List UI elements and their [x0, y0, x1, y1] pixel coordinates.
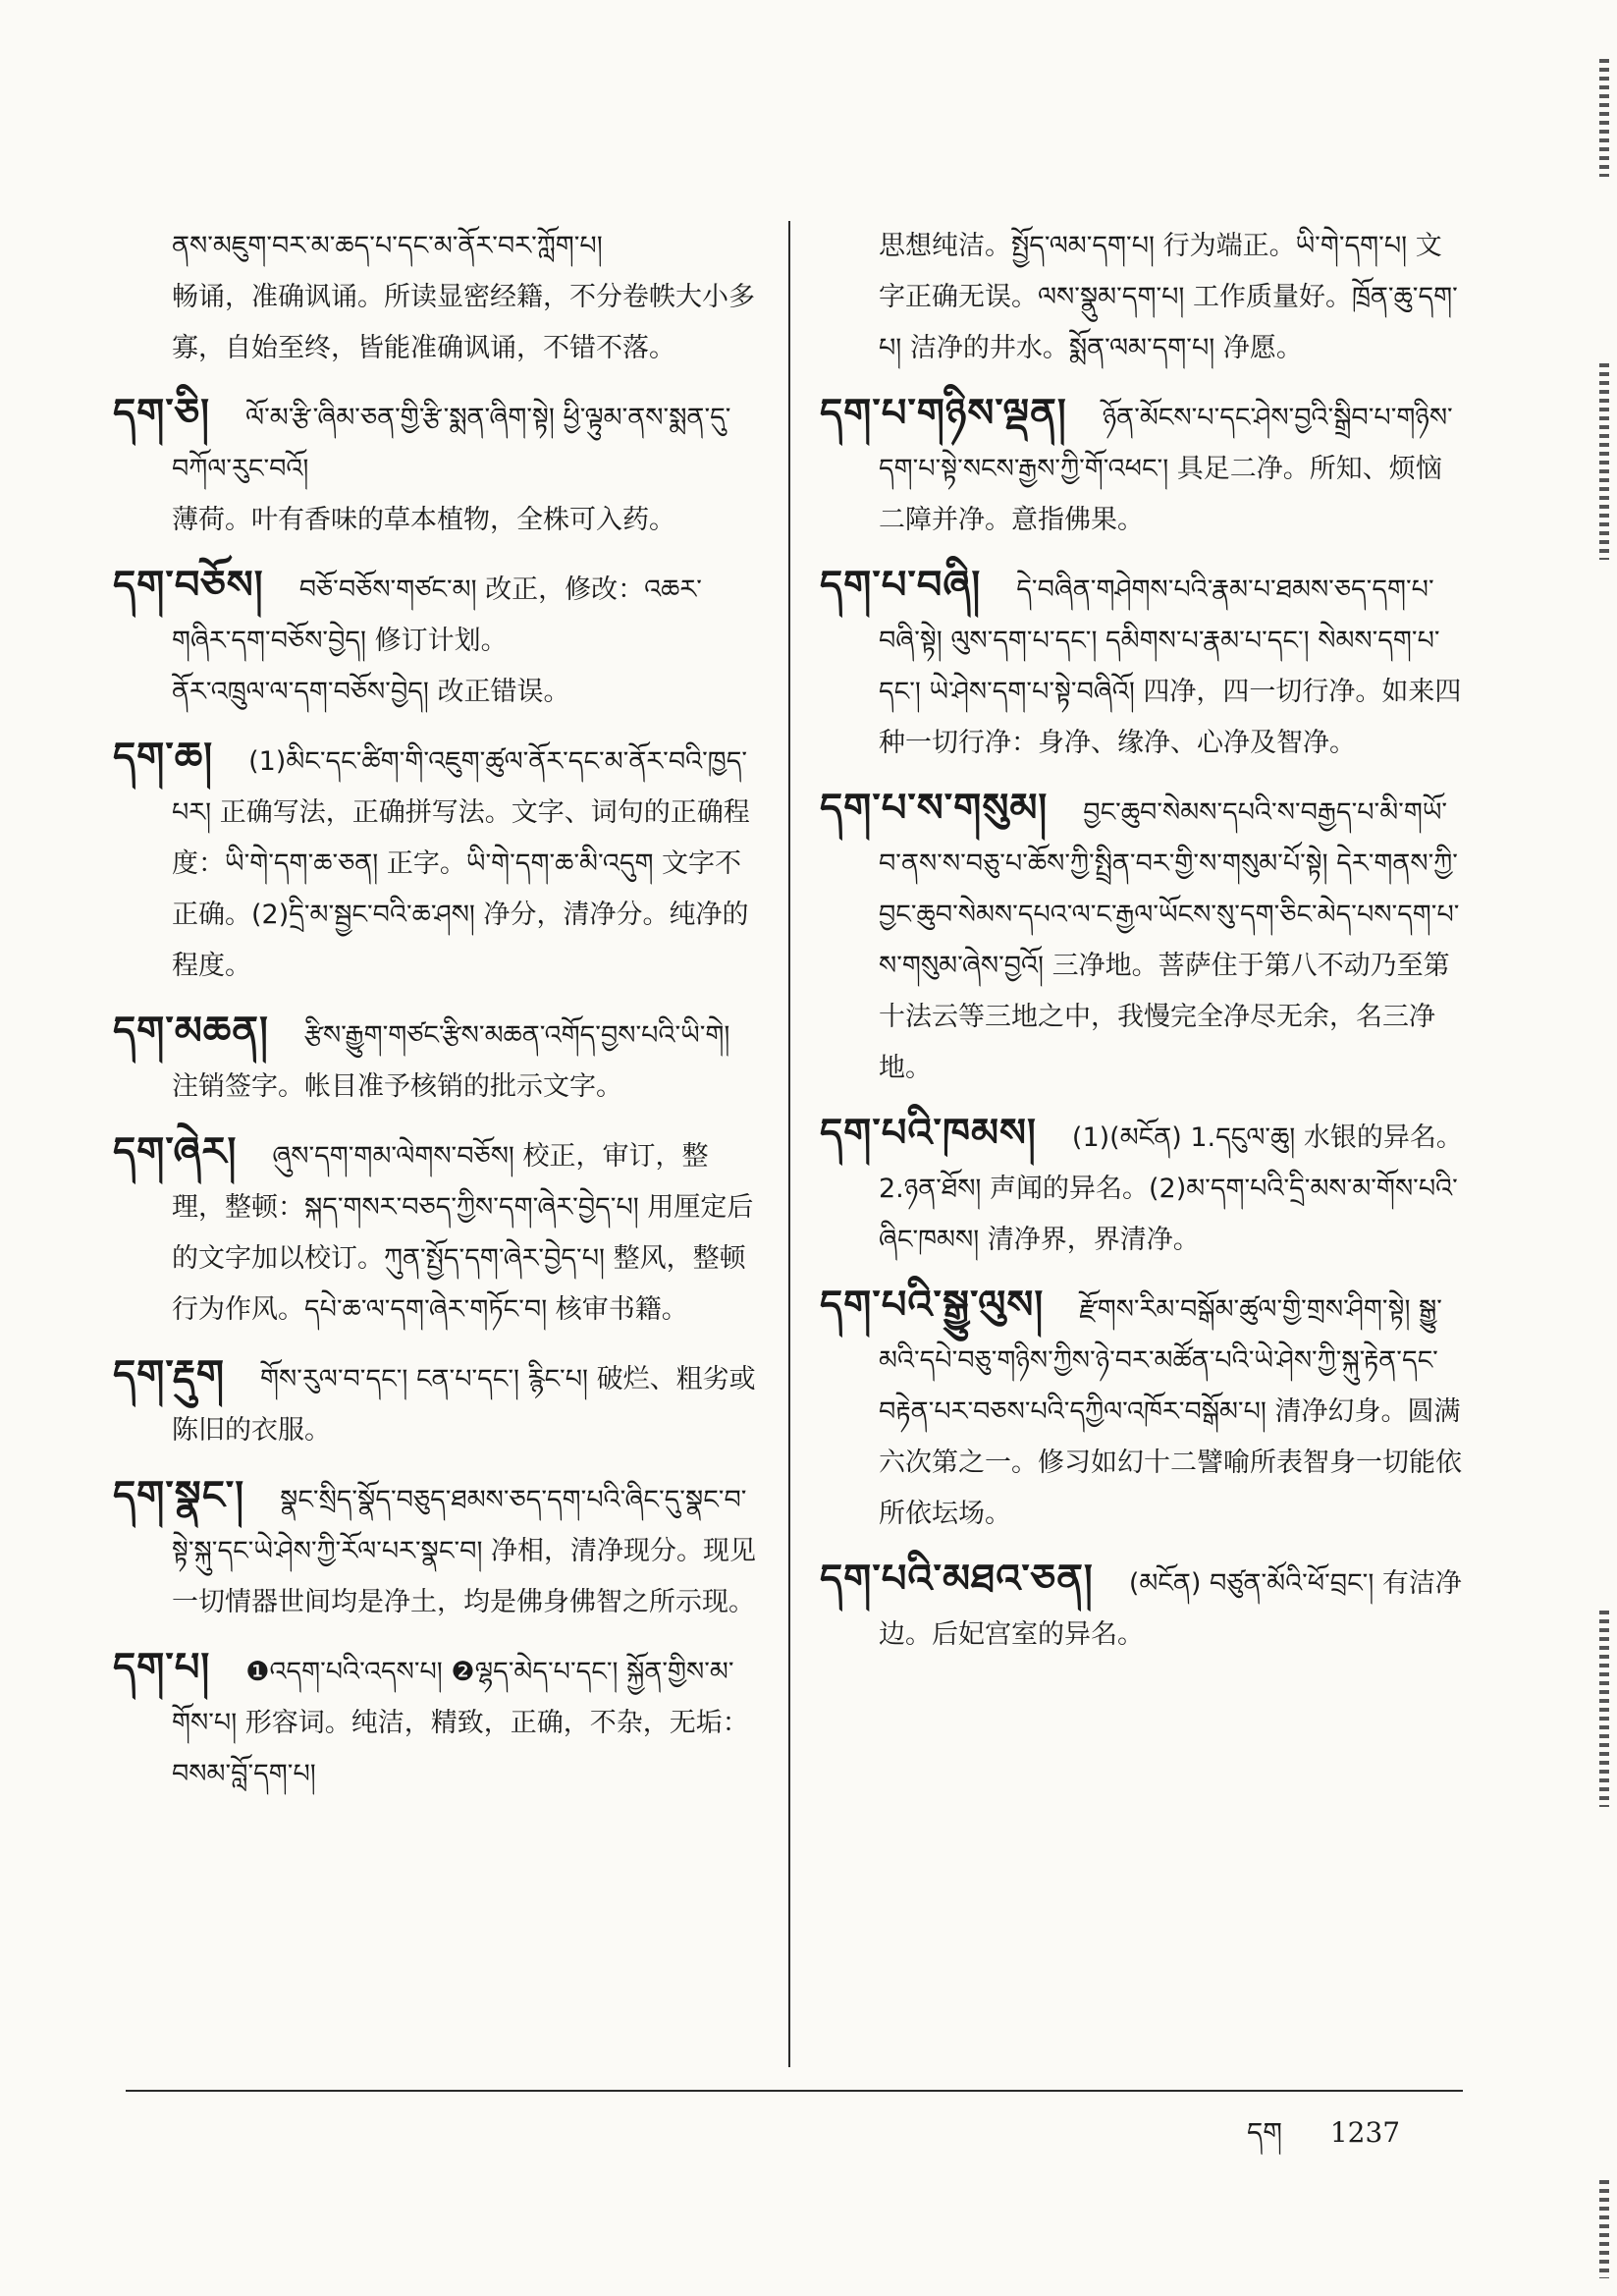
- running-header-letters: དག: [1247, 2116, 1282, 2149]
- left-column: [113, 221, 761, 1814]
- definition-text: རྫོགས་རིམ་བསྒོམ་ཚུལ་གྱི་གྲས་ཤིག་སྟེ། སྒྱུ་མའི་དཔེ་བཅུ་གཉིས་ཀྱིས་ཉེ་བར་མཚོན་པའི་ཡེ་ཤེས་ཀྱི་སྐུ་རྟེན་དང་བརྟེན་པར་བཅས་པའི་དཀྱིལ་འཁོར་བསྒོམ་པ། 清净幻身。圆满六次第之一。修习如幻十二譬喻所表智身一切能依所依坛场。: [879, 1294, 1462, 1529]
- definition-text: ❶འདག་པའི་འདས་པ། ❷ལྷད་མེད་པ་དང་། སྐྱོན་གྱིས་མ་གོས་པ། 形容词。纯洁，精致，正确，不杂，无垢：བསམ་བློ་དག་པ།: [172, 1657, 749, 1789]
- headword: དག་ཞེར།: [113, 1129, 238, 1175]
- definition-text: (1)མིང་དང་ཚིག་གི་འཇུག་ཚུལ་ནོར་དང་མ་ནོར་བའི་ཁྱད་པར། 正确写法，正确拼写法。文字、词句的正确程度：ཡི་གེ་དག་ཆ་ཅན། 正字。ཡི་གེ་དག་ཆ་མི་འདུག 文字不正确。(2)དྲི་མ་སྦྱང་བའི་ཆ་ཤས། 净分，清净分。纯净的程度。: [172, 746, 750, 981]
- headword: དག་པ་བཞི།: [820, 563, 982, 608]
- definition-text: (1)(མངོན) 1.དངུལ་ཆུ། 水银的异名。2.ཉན་ཐོས། 声闻的异名。(2)མ་དག་པའི་དྲི་མས་མ་གོས་པའི་ཞིང་ཁམས། 清净界，界清净。: [879, 1122, 1463, 1255]
- headword: དག་ཅི།: [113, 391, 211, 436]
- dictionary-entry: [113, 560, 761, 718]
- scan-edge-mark: [1599, 1611, 1609, 1807]
- headword: དག་པའི་མཐའ་ཅན།: [820, 1557, 1094, 1602]
- dictionary-entry: [113, 1349, 761, 1456]
- definition-text: རྩིས་རྒྱུག་གཙང་རྩིས་མཆན་འགོད་བྱས་པའི་ཡི་གེ། 注销签字。帐目准予核销的批示文字。: [172, 1020, 730, 1102]
- scan-edge-mark: [1599, 363, 1609, 560]
- dictionary-entry: [820, 1554, 1468, 1661]
- definition-line: ནོར་འཁྲུལ་ལ་དག་བཅོས་བྱེད། 改正错误。: [172, 677, 570, 707]
- right-column: [820, 221, 1468, 1674]
- entry-continuation: [820, 221, 1468, 374]
- dictionary-entry: [820, 560, 1468, 769]
- dictionary-entry: [113, 1470, 761, 1628]
- scan-edge-mark: [1599, 2180, 1609, 2278]
- definition-text: ཉོན་མོངས་པ་དང་ཤེས་བྱའི་སྒྲིབ་པ་གཉིས་དག་པ་སྟེ་སངས་རྒྱས་ཀྱི་གོ་འཕང་། 具足二净。所知、烦恼二障并净。意指佛果。: [879, 403, 1453, 535]
- footer-rule: [126, 2090, 1463, 2092]
- headword: དག་པ།: [113, 1645, 211, 1690]
- scan-edge-mark: [1599, 59, 1609, 177]
- headword: དག་སྣང་།: [113, 1473, 245, 1518]
- definition-text: སྣང་སྲིད་སྣོད་བཅུད་ཐམས་ཅད་དག་པའི་ཞིང་དུ་སྣང་བ་སྟེ་སྐུ་དང་ཡེ་ཤེས་ཀྱི་རོལ་པར་སྣང་བ། 净相，清净现分。现见一切情器世间均是净土，均是佛身佛智之所示现。: [172, 1485, 757, 1617]
- definition-line: ནས་མཇུག་བར་མ་ཆད་པ་དང་མ་ནོར་བར་ཀློག་པ།: [172, 231, 603, 261]
- dictionary-entry: [820, 388, 1468, 546]
- dictionary-entry: [113, 1126, 761, 1336]
- definition-line: 畅诵，准确讽诵。所读显密经籍，不分卷帙大小多寡，自始至终，皆能准确讽诵，不错不落。: [172, 282, 755, 363]
- dictionary-entry: [113, 732, 761, 992]
- definition-line: 薄荷。叶有香味的草本植物，全株可入药。: [172, 505, 675, 535]
- dictionary-entry: [113, 1642, 761, 1800]
- headword: དག་པའི་སྒྱུ་ལུས།: [820, 1283, 1045, 1328]
- dictionary-entry: [820, 1108, 1468, 1266]
- dictionary-entry: [820, 1280, 1468, 1540]
- headword: དག་མཆན།: [113, 1009, 269, 1054]
- definition-line: 思想纯洁。སྤྱོད་ལམ་དག་པ། 行为端正。ཡི་གེ་དག་པ། 文字正确无误。ལས་སྣུམ་དག་པ། 工作质量好。ཁྲོན་ཆུ་དག་པ། 洁净的井水。སྨོན་ལམ་དག་པ། 净愿。: [879, 231, 1458, 363]
- definition-text: ལོ་མ་རྩི་ཞིམ་ཅན་གྱི་རྩི་སྨན་ཞིག་སྟེ། ཕྱི་ལྟུམ་ནས་སྨན་དུ་བཀོལ་རུང་བའོ།: [172, 403, 731, 484]
- headword: དག་པའི་ཁམས།: [820, 1111, 1037, 1156]
- definition-text: དེ་བཞིན་གཤེགས་པའི་རྣམ་པ་ཐམས་ཅད་དག་པ་བཞི་སྟེ། ལུས་དག་པ་དང་། དམིགས་པ་རྣམ་པ་དང་། སེམས་དག་པ་དང་། ཡེ་ཤེས་དག་པ་སྟེ་བཞིའོ། 四净，四一切行净。如来四种一切行净：身净、缘净、心净及智净。: [879, 574, 1462, 758]
- column-divider: [788, 221, 790, 2067]
- page-number: 1237: [1329, 2116, 1401, 2149]
- headword: དག་པ་ས་གསུམ།: [820, 786, 1049, 831]
- headword: དག་ཆ།: [113, 735, 214, 780]
- dictionary-entry: [113, 388, 761, 546]
- definition-text: ཞུས་དག་གམ་ལེགས་བཅོས། 校正，审订，整理，整顿：སྐད་གསར་བཅད་ཀྱིས་དག་ཞེར་བྱེད་པ། 用厘定后的文字加以校订。ཀུན་སྤྱོད་དག་ཞེར་བྱེད་པ། 整风，整顿行为作风。དཔེ་ཆ་ལ་དག་ཞེར་གཏོང་བ། 核审书籍。: [172, 1141, 754, 1325]
- dictionary-entry: [820, 783, 1468, 1094]
- headword: དག་པ་གཉིས་ལྡན།: [820, 391, 1067, 436]
- headword: དག་རྡུག: [113, 1352, 226, 1397]
- entry-continuation: [113, 221, 761, 374]
- headword: དག་བཅོས།: [113, 563, 264, 608]
- definition-text: (མངོན) བཙུན་མོའི་ཕོ་བྲང་། 有洁净边。后妃宫室的异名。: [879, 1568, 1462, 1650]
- page-footer: [1247, 2102, 1439, 2179]
- dictionary-entry: [113, 1006, 761, 1113]
- definition-text: བྱང་ཆུབ་སེམས་དཔའི་ས་བརྒྱད་པ་མི་གཡོ་བ་ནས་ས་བཅུ་པ་ཆོས་ཀྱི་སྤྲིན་བར་གྱི་ས་གསུམ་པོ་སྟེ། དེར་གནས་ཀྱི་བྱང་ཆུབ་སེམས་དཔའ་ལ་ང་རྒྱལ་ཡོངས་སུ་དག་ཅིང་མེད་པས་དག་པ་ས་གསུམ་ཞེས་བྱའོ། 三净地。菩萨住于第八不动乃至第十法云等三地之中，我慢完全净尽无余，名三净地。: [879, 797, 1460, 1083]
- definition-text: གོས་རུལ་བ་དང་། ངན་པ་དང་། རྙིང་པ། 破烂、粗劣或陈旧的衣服。: [172, 1364, 756, 1446]
- definition-text: བཅོ་བཅོས་གཙང་མ། 改正，修改：འཆར་གཞིར་དག་བཅོས་བྱེད། 修订计划。: [172, 574, 702, 656]
